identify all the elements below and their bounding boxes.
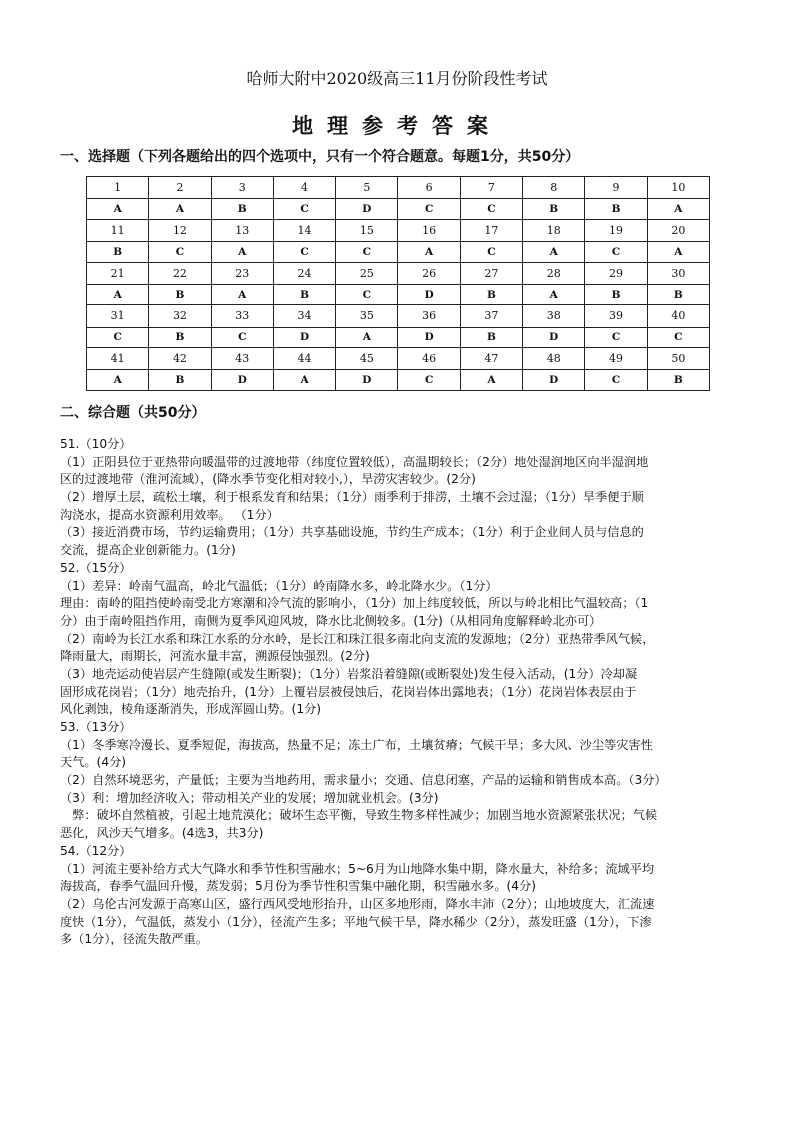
answer-letter-cell: C	[585, 241, 647, 262]
question-number-cell: 3	[211, 177, 273, 199]
question-number-cell: 16	[398, 219, 460, 241]
question-number-cell: 2	[149, 177, 211, 199]
question-number-cell: 14	[273, 219, 335, 241]
answer-text-line: 52.（15分）	[60, 560, 132, 575]
answer-letter-cell: A	[87, 370, 149, 391]
answer-letter-row	[87, 284, 710, 305]
question-number-cell: 12	[149, 219, 211, 241]
answer-letter-cell: C	[585, 370, 647, 391]
question-number-cell: 1	[87, 177, 149, 199]
answer-letter-cell: C	[149, 241, 211, 262]
question-number-cell: 34	[273, 305, 335, 327]
answer-text-line: （3）利：增加经济收入；带动相关产业的发展；增加就业机会。(3分)	[60, 790, 439, 805]
question-number-cell: 23	[211, 262, 273, 284]
question-number-cell: 41	[87, 348, 149, 370]
question-number-cell: 27	[460, 262, 522, 284]
question-number-cell: 26	[398, 262, 460, 284]
question-number-cell: 38	[523, 305, 585, 327]
answer-letter-cell: A	[336, 327, 398, 348]
answer-text-line: （3）地壳运动使岩层产生缝隙(或发生断裂)；（1分）岩浆沿着缝隙(或断裂处)发生侵入活动，(1分）冷却凝	[60, 666, 638, 681]
answer-letter-cell: C	[211, 327, 273, 348]
answer-text-line: 海拔高，春季气温回升慢，蒸发弱；5月份为季节性积雪集中融化期，积雪融水多。(4分)	[60, 879, 536, 894]
answer-text-line: 53.（13分）	[60, 720, 132, 734]
question-number-cell: 35	[336, 305, 398, 327]
question-number-cell: 15	[336, 219, 398, 241]
answer-letter-cell: B	[460, 284, 522, 305]
answer-letter-cell: D	[211, 370, 273, 391]
answer-letter-cell: B	[273, 284, 335, 305]
answer-letter-cell: B	[149, 284, 211, 305]
question-number-row	[87, 348, 710, 370]
answer-text-line: （2）自然环境恶劣，产量低；主要为当地药用，需求量小；交通、信息闭塞，产品的运输和销售成本高。（3分）	[60, 773, 667, 788]
answer-letter-cell: A	[523, 284, 585, 305]
answer-letter-cell: B	[149, 370, 211, 391]
question-number-cell: 22	[149, 262, 211, 284]
answer-text-line: （2）增厚土层，疏松土壤，利于根系发育和结果；（1分）雨季利于排涝，土壤不会过湿；（1分）旱季便于顺	[60, 490, 644, 505]
question-number-cell: 6	[398, 177, 460, 199]
question-number-cell: 36	[398, 305, 460, 327]
answer-letter-cell: A	[647, 241, 709, 262]
section-choice-heading: 一、选择题（下列各题给出的四个选项中，只有一个符合题意。每题1分，共50分）	[60, 149, 580, 165]
answer-text-line: 沟浇水，提高水资源利用效率。 （1分）	[60, 507, 279, 522]
question-number-row	[87, 305, 710, 327]
answer-text-line: 弊：破坏自然植被，引起土地荒漠化；破坏生态平衡，导致生物多样性减少；加剧当地水资源紧张状况；气候	[60, 808, 658, 823]
question-number-cell: 48	[523, 348, 585, 370]
answer-text-line: 恶化，风沙天气增多。(4选3，共3分)	[60, 826, 264, 841]
question-number-cell: 18	[523, 219, 585, 241]
answer-text-line: （2）南岭为长江水系和珠江水系的分水岭，是长江和珠江很多南北向支流的发源地；（2分）亚热带季风气候，	[60, 631, 655, 646]
answer-text-line: 风化剥蚀，棱角逐渐消失，形成浑圆山势。(1分)	[60, 702, 322, 717]
answer-text-line: 51.（10分）	[60, 437, 132, 451]
answer-text-line: 度快（1分），气温低，蒸发小（1分），径流产生多；平地气候干旱，降水稀少（2分），蒸发旺盛（1分），下渗	[60, 914, 652, 929]
answer-letter-cell: C	[273, 199, 335, 220]
answer-text-line: 54.（12分）	[60, 843, 132, 858]
question-number-cell: 11	[87, 219, 149, 241]
answer-letter-cell: D	[523, 327, 585, 348]
answer-letter-cell: A	[398, 241, 460, 262]
question-number-cell: 37	[460, 305, 522, 327]
answer-letter-cell: D	[336, 370, 398, 391]
question-number-row	[87, 177, 710, 199]
question-number-cell: 47	[460, 348, 522, 370]
answer-letter-cell: C	[273, 241, 335, 262]
answer-letter-cell: B	[87, 241, 149, 262]
question-number-cell: 39	[585, 305, 647, 327]
answer-letter-cell: C	[87, 327, 149, 348]
answer-text-line: 多（1分），径流失散严重。	[60, 932, 208, 947]
question-number-cell: 7	[460, 177, 522, 199]
answer-letter-cell: B	[523, 199, 585, 220]
subject-title: 地理参考答案	[292, 113, 502, 138]
section-comprehensive-heading: 二、综合题（共50分）	[60, 405, 206, 421]
question-number-cell: 49	[585, 348, 647, 370]
answer-letter-cell: D	[336, 199, 398, 220]
question-number-cell: 42	[149, 348, 211, 370]
answer-letter-cell: A	[211, 241, 273, 262]
answer-text-line: （2）乌伦古河发源于高寒山区，盛行西风受地形抬升，山区多地形雨，降水丰沛（2分）；山地坡度大，汇流速	[60, 896, 655, 911]
question-number-cell: 10	[647, 177, 709, 199]
answer-text-line: （1）差异：岭南气温高，岭北气温低；（1分）岭南降水多，岭北降水少。（1分）	[60, 578, 498, 593]
answer-letter-row	[87, 241, 710, 262]
answer-letter-cell: A	[273, 370, 335, 391]
question-number-cell: 17	[460, 219, 522, 241]
question-number-cell: 8	[523, 177, 585, 199]
answer-letter-cell: A	[647, 199, 709, 220]
question-number-cell: 5	[336, 177, 398, 199]
answer-letter-cell: C	[585, 327, 647, 348]
question-number-cell: 31	[87, 305, 149, 327]
answer-text-line: （1）正阳县位于亚热带向暖温带的过渡地带（纬度位置较低），高温期较长；（2分）地处湿润地区向半湿润地	[60, 454, 649, 469]
answer-text-line: 分）由于南岭阻挡作用，南侧为夏季风迎风坡，降水比北侧较多。(1分)（从相同角度解释岭北亦可）	[60, 613, 602, 628]
question-number-cell: 40	[647, 305, 709, 327]
question-number-row	[87, 219, 710, 241]
answer-letter-cell: C	[460, 199, 522, 220]
answer-text-line: 区的过渡地带（淮河流域），(降水季节变化相对较小,），旱涝灾害较少。(2分)	[60, 472, 476, 487]
answer-letter-cell: D	[398, 284, 460, 305]
question-number-cell: 28	[523, 262, 585, 284]
answer-letter-cell: A	[87, 199, 149, 220]
question-number-cell: 13	[211, 219, 273, 241]
answer-text-line: （3）接近消费市场，节约运输费用；（1分）共享基础设施，节约生产成本；（1分）利于企业间人员与信息的	[60, 525, 644, 540]
question-number-cell: 33	[211, 305, 273, 327]
answer-letter-cell: B	[211, 199, 273, 220]
question-number-cell: 30	[647, 262, 709, 284]
question-number-cell: 24	[273, 262, 335, 284]
question-number-cell: 32	[149, 305, 211, 327]
answer-text-line: 理由：南岭的阻挡使岭南受北方寒潮和冷气流的影响小，（1分）加上纬度较低，所以与岭北相比气温较高；（1	[60, 596, 649, 611]
question-number-cell: 21	[87, 262, 149, 284]
answer-letter-cell: A	[149, 199, 211, 220]
question-number-cell: 50	[647, 348, 709, 370]
question-number-cell: 9	[585, 177, 647, 199]
answer-letter-cell: A	[211, 284, 273, 305]
answer-text-line: （1）冬季寒冷漫长、夏季短促，海拔高，热量不足；冻土广布，土壤贫瘠；气候干旱；多大风、沙尘等灾害性	[60, 737, 653, 752]
question-number-cell: 45	[336, 348, 398, 370]
question-number-cell: 43	[211, 348, 273, 370]
answer-letter-cell: D	[273, 327, 335, 348]
answer-letter-row	[87, 199, 710, 220]
answer-letter-cell: C	[647, 327, 709, 348]
question-number-cell: 44	[273, 348, 335, 370]
answer-letter-cell: D	[398, 327, 460, 348]
answer-text-line: 固形成花岗岩；（1分）地壳抬升，(1分）上覆岩层被侵蚀后，花岗岩体出露地表；（1分）花岗岩体表层由于	[60, 684, 637, 699]
answer-letter-cell: D	[523, 370, 585, 391]
comprehensive-answers	[60, 436, 744, 949]
answer-text-line: 交流，提高企业创新能力。(1分)	[60, 543, 236, 558]
question-number-cell: 4	[273, 177, 335, 199]
answer-text-line: （1）河流主要补给方式大气降水和季节性积雪融水；5~6月为山地降水集中期，降水量大，补给多；流域平均	[60, 861, 655, 876]
question-number-cell: 29	[585, 262, 647, 284]
answer-letter-cell: B	[585, 284, 647, 305]
answer-letter-cell: C	[460, 241, 522, 262]
answer-letter-cell: A	[87, 284, 149, 305]
answer-letter-cell: B	[149, 327, 211, 348]
question-number-cell: 46	[398, 348, 460, 370]
answer-letter-cell: B	[647, 370, 709, 391]
school-exam-title: 哈师大附中2020级高三11月份阶段性考试	[246, 69, 548, 88]
answer-letter-cell: B	[585, 199, 647, 220]
answer-table	[86, 176, 710, 391]
answer-letter-cell: C	[398, 370, 460, 391]
answer-letter-cell: C	[398, 199, 460, 220]
answer-letter-row	[87, 327, 710, 348]
answer-letter-cell: B	[647, 284, 709, 305]
answer-letter-cell: A	[523, 241, 585, 262]
answer-letter-cell: A	[460, 370, 522, 391]
question-number-cell: 20	[647, 219, 709, 241]
answer-text-line: 降雨量大，雨期长，河流水量丰富，溯源侵蚀强烈。(2分)	[60, 649, 370, 664]
question-number-row	[87, 262, 710, 284]
question-number-cell: 25	[336, 262, 398, 284]
answer-letter-cell: B	[460, 327, 522, 348]
answer-letter-cell: C	[336, 241, 398, 262]
answer-text-line: 天气。(4分)	[60, 755, 127, 770]
question-number-cell: 19	[585, 219, 647, 241]
answer-letter-row	[87, 370, 710, 391]
answer-letter-cell: C	[336, 284, 398, 305]
